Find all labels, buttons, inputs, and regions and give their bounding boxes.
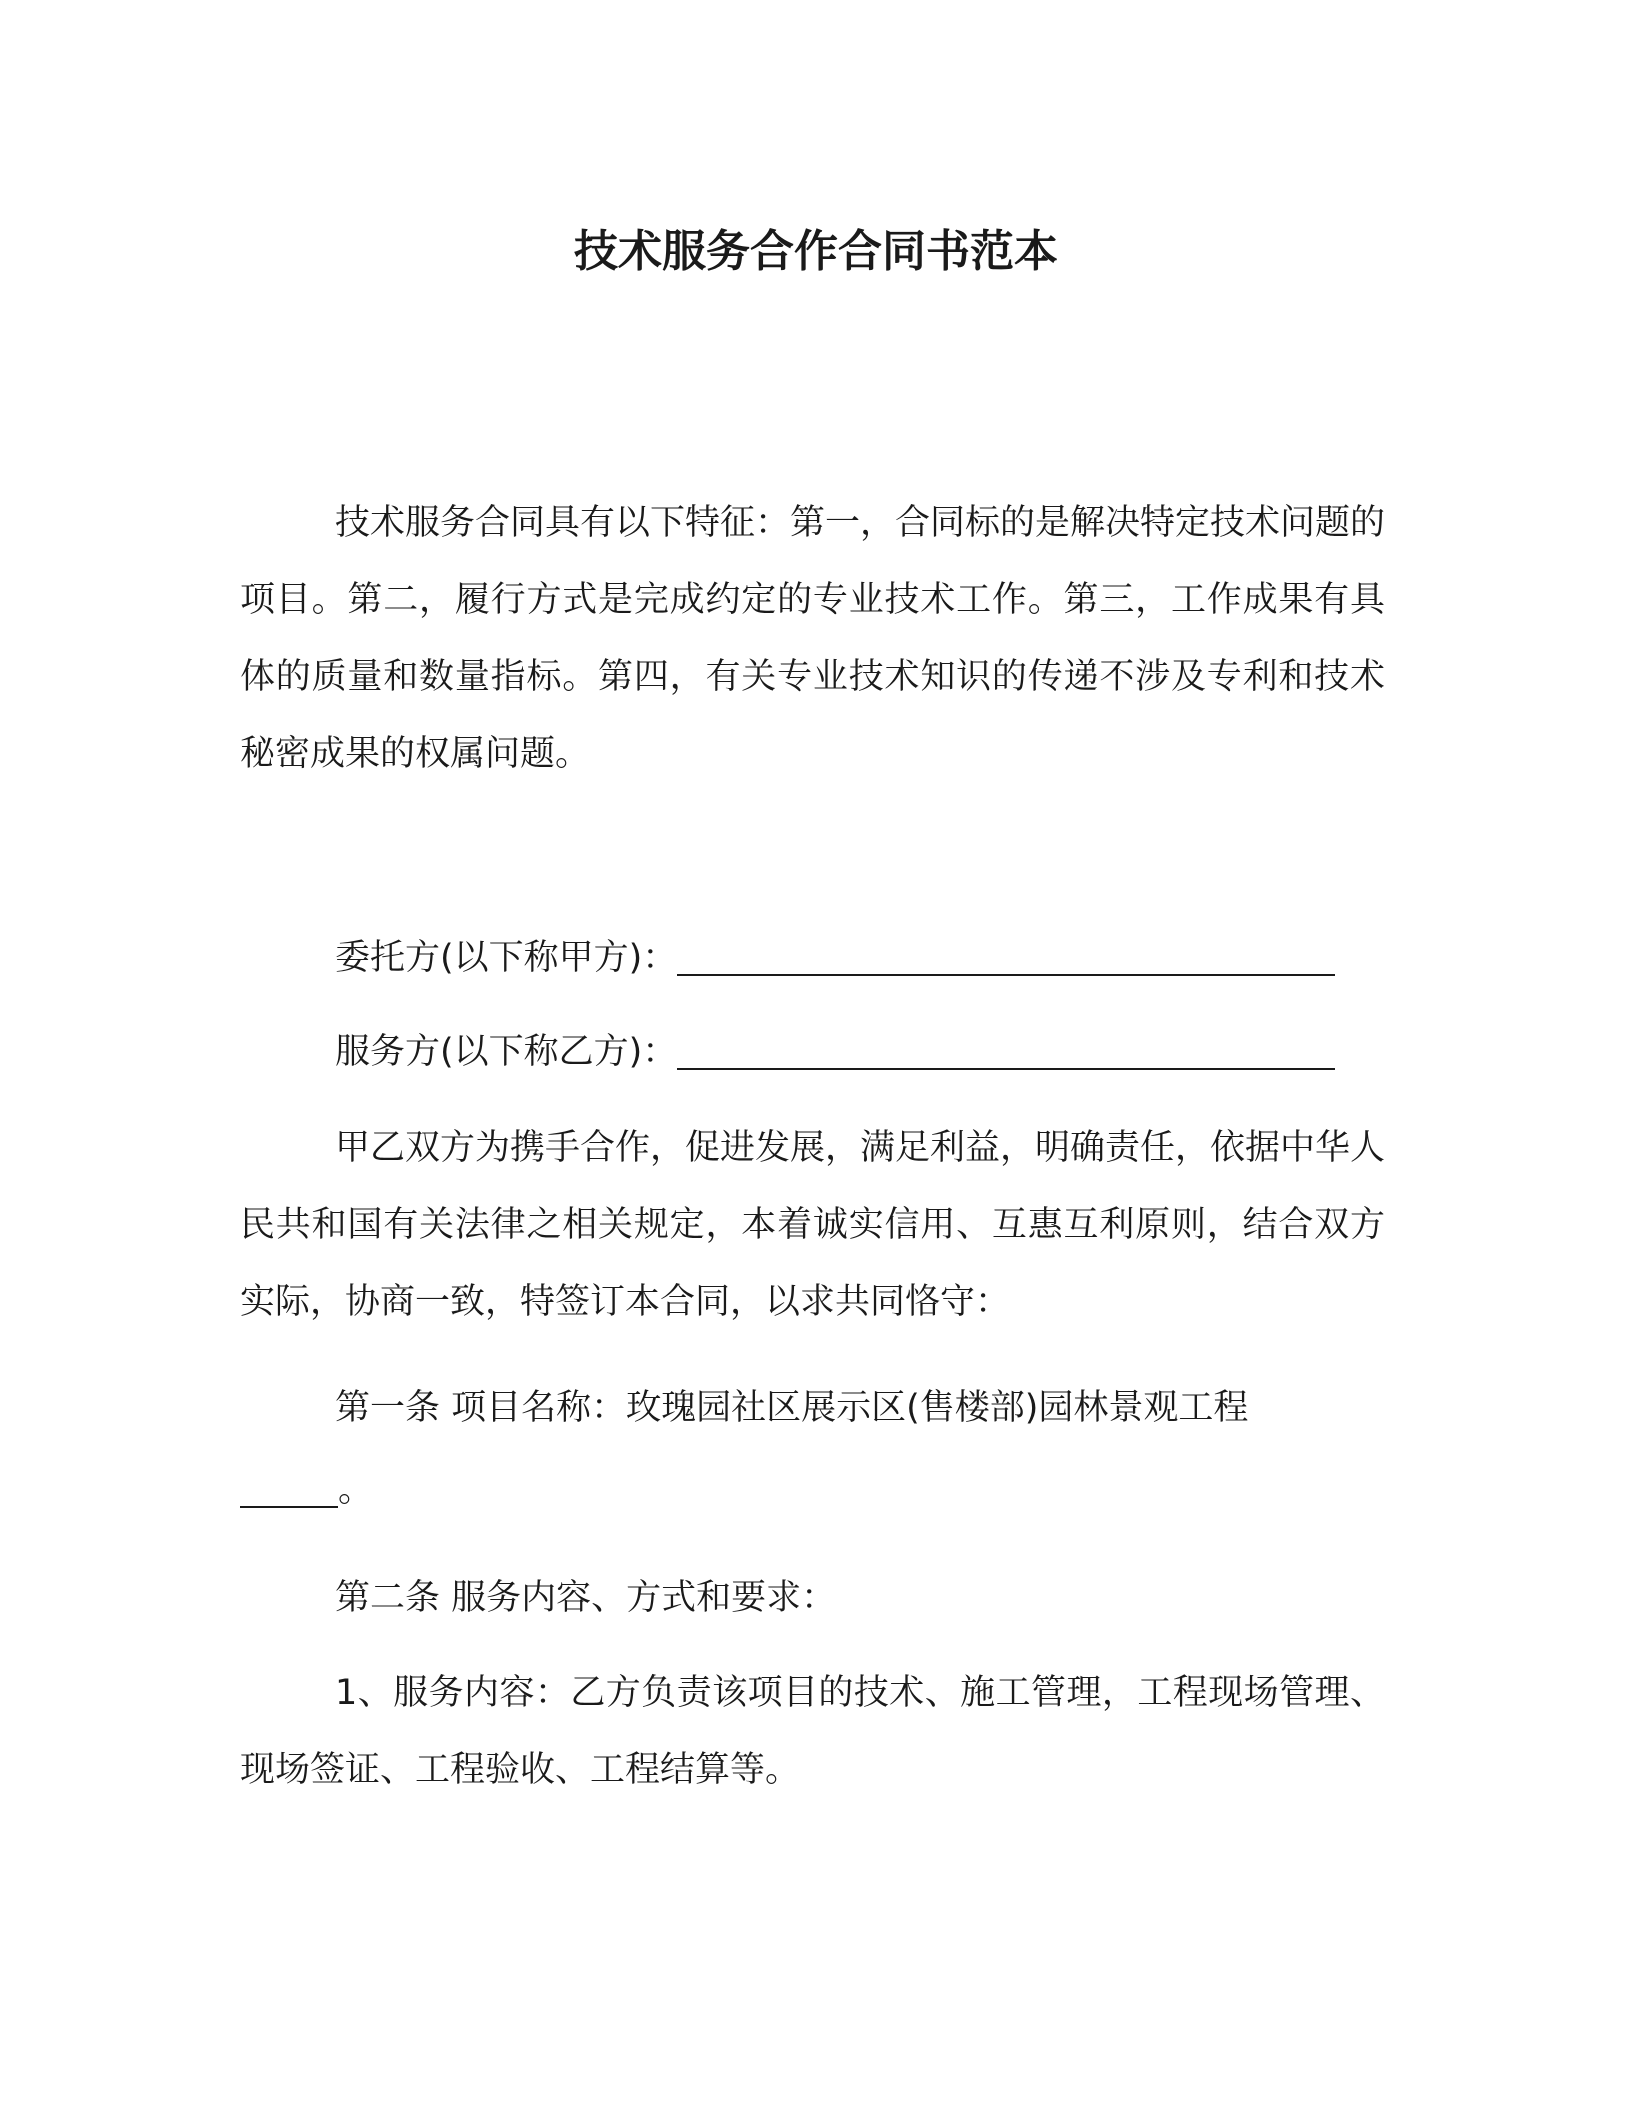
intro-paragraph: 技术服务合同具有以下特征：第一，合同标的是解决特定技术问题的项目。第二，履行方式是完成约定的专业技术工作。第三，工作成果有具体的质量和数量指标。第四，有关专业技术知识的传递不涉及专利和技术秘密成果的权属问题。 <box>240 503 1386 774</box>
item1-paragraph: 1、服务内容：乙方负责该项目的技术、施工管理，工程现场管理、现场签证、工程验收、工程结算等。 <box>240 1673 1385 1790</box>
party-a-label: 委托方(以下称甲方)： <box>335 938 678 978</box>
party-a-blank-field[interactable] <box>677 936 1335 976</box>
article1-continuation <box>240 1460 373 1520</box>
party-b-line <box>335 1022 1335 1082</box>
party-b-blank-field[interactable] <box>677 1030 1335 1070</box>
party-b-label: 服务方(以下称乙方)： <box>335 1032 678 1072</box>
article1-tail: 。 <box>338 1470 374 1510</box>
document-title: 技术服务合作合同书范本 <box>574 226 1058 277</box>
party-a-line <box>335 928 1335 988</box>
preamble-paragraph: 甲乙双方为携手合作，促进发展，满足利益，明确责任，依据中华人民共和国有关法律之相关规定，本着诚实信用、互惠互利原则，结合双方实际，协商一致，特签订本合同，以求共同恪守： <box>240 1128 1386 1322</box>
article2-heading: 第二条 服务内容、方式和要求： <box>335 1578 837 1618</box>
article1-blank-field[interactable] <box>240 1468 338 1508</box>
article1-heading: 第一条 项目名称：玫瑰园社区展示区(售楼部)园林景观工程 <box>335 1388 1249 1428</box>
